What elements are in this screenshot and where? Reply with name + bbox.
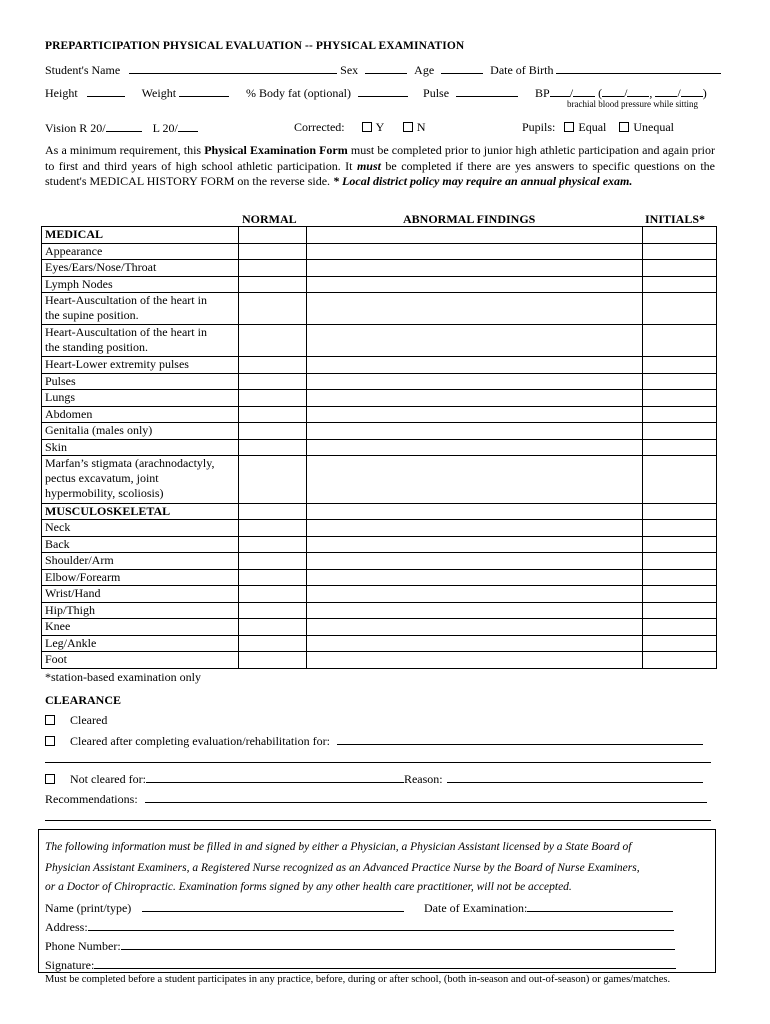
exam-item-label: Abdomen	[42, 406, 239, 423]
exam-item-label: Lymph Nodes	[42, 276, 239, 293]
cleared-label: Cleared	[70, 713, 108, 727]
exam-item-label: Hip/Thigh	[42, 602, 239, 619]
cleared-after-label: Cleared after completing evaluation/rehabilitation for:	[70, 734, 330, 748]
reason-label: Reason:	[403, 772, 443, 786]
initials-cell[interactable]	[643, 456, 717, 504]
table-row	[42, 260, 717, 277]
cleared-after-checkbox[interactable]	[45, 736, 55, 746]
pupils-equal-checkbox[interactable]	[564, 122, 574, 132]
initials-cell[interactable]	[643, 553, 717, 570]
pupils-unequal-label: Unequal	[633, 120, 675, 134]
initials-cell[interactable]	[643, 390, 717, 407]
signature-label: Signature:	[45, 958, 95, 972]
initials-cell[interactable]	[643, 439, 717, 456]
sex-label: Sex	[340, 63, 359, 77]
abnormal-findings-cell[interactable]	[307, 325, 643, 357]
normal-cell[interactable]	[239, 293, 307, 325]
pupils-equal-label: Equal	[578, 120, 607, 134]
initials-cell[interactable]	[643, 357, 717, 374]
address-field[interactable]	[88, 919, 674, 931]
not-cleared-label: Not cleared for:	[70, 772, 146, 786]
medical-section-header-label: MEDICAL	[42, 227, 239, 244]
table-row	[42, 325, 717, 357]
address-label: Address:	[45, 920, 88, 934]
initials-cell[interactable]	[643, 406, 717, 423]
exam-item-label: Shoulder/Arm	[42, 553, 239, 570]
not-cleared-field[interactable]	[146, 771, 404, 783]
phone-field[interactable]	[121, 938, 675, 950]
table-row	[42, 276, 717, 293]
corrected-n-checkbox[interactable]	[403, 122, 413, 132]
exam-item-label: Heart-Auscultation of the heart in the supine position.	[42, 293, 239, 325]
phone-row	[45, 938, 675, 954]
normal-cell[interactable]	[239, 456, 307, 504]
table-row	[42, 357, 717, 374]
abnormal-findings-cell[interactable]	[307, 227, 643, 244]
exam-item-label: Wrist/Hand	[42, 586, 239, 603]
initials-cell[interactable]	[643, 586, 717, 603]
corrected-y-checkbox[interactable]	[362, 122, 372, 132]
cleared-after-field[interactable]	[337, 733, 703, 745]
initials-cell[interactable]	[643, 373, 717, 390]
exam-item-label: Appearance	[42, 243, 239, 260]
normal-cell[interactable]	[239, 243, 307, 260]
abnormal-findings-cell[interactable]	[307, 586, 643, 603]
table-row	[42, 406, 717, 423]
intro-policy-note: * Local district policy may require an annual physical exam.	[333, 174, 633, 188]
exam-item-label: Leg/Ankle	[42, 635, 239, 652]
corrected-n-label: N	[416, 120, 426, 134]
phone-label: Phone Number:	[45, 939, 121, 953]
signbox-text-3: or a Doctor of Chiropractic. Examination forms signed by any other health care practitioner, will not be accepted.	[45, 881, 572, 893]
abnormal-findings-cell[interactable]	[307, 536, 643, 553]
abnormal-findings-cell[interactable]	[307, 260, 643, 277]
normal-cell[interactable]	[239, 406, 307, 423]
abnormal-findings-cell[interactable]	[307, 456, 643, 504]
recommendations-field[interactable]	[145, 791, 707, 803]
footer-note: Must be completed before a student participates in any practice, before, during or after school, (both in-season and out-of-season) or games/matches.	[45, 974, 671, 985]
table-row	[42, 390, 717, 407]
abnormal-findings-cell[interactable]	[307, 423, 643, 440]
intro-text-1: As a minimum requirement, this	[45, 143, 205, 157]
medical-section-header	[42, 227, 717, 244]
exam-item-label: Skin	[42, 439, 239, 456]
exam-item-label: Lungs	[42, 390, 239, 407]
height-field[interactable]	[87, 85, 125, 97]
col-normal-header: NORMAL	[242, 212, 297, 226]
table-row	[42, 520, 717, 537]
intro-form-name: Physical Examination Form	[204, 143, 348, 157]
name-label: Name (print/type)	[45, 901, 132, 915]
bp-note: brachial blood pressure while sitting	[567, 99, 698, 109]
normal-cell[interactable]	[239, 503, 307, 520]
table-row	[42, 536, 717, 553]
normal-cell[interactable]	[239, 602, 307, 619]
student-name-field[interactable]	[129, 62, 337, 74]
bp-paren-open: (	[598, 86, 603, 100]
table-row	[42, 373, 717, 390]
intro-paragraph	[45, 143, 715, 190]
exam-date-label: Date of Examination:	[424, 901, 528, 915]
vision-row	[45, 120, 198, 136]
bodyfat-field[interactable]	[358, 85, 408, 97]
initials-cell[interactable]	[643, 536, 717, 553]
bp-slash: /	[569, 86, 574, 100]
not-cleared-checkbox[interactable]	[45, 774, 55, 784]
bp-label: BP	[535, 86, 550, 100]
exam-item-label: Genitalia (males only)	[42, 423, 239, 440]
bp-comma: ,	[649, 86, 653, 100]
name-field[interactable]	[142, 900, 404, 912]
abnormal-findings-cell[interactable]	[307, 243, 643, 260]
musculoskeletal-section-header	[42, 503, 717, 520]
pupils-label: Pupils:	[522, 120, 556, 134]
normal-cell[interactable]	[239, 357, 307, 374]
weight-label: Weight	[141, 86, 177, 100]
normal-cell[interactable]	[239, 635, 307, 652]
normal-cell[interactable]	[239, 373, 307, 390]
table-row	[42, 602, 717, 619]
initials-cell[interactable]	[643, 243, 717, 260]
abnormal-findings-cell[interactable]	[307, 406, 643, 423]
age-label: Age	[414, 63, 435, 77]
abnormal-findings-cell[interactable]	[307, 439, 643, 456]
exam-item-label: Foot	[42, 652, 239, 669]
abnormal-findings-cell[interactable]	[307, 619, 643, 636]
initials-cell[interactable]	[643, 276, 717, 293]
normal-cell[interactable]	[239, 325, 307, 357]
initials-cell[interactable]	[643, 423, 717, 440]
col-abnormal-header: ABNORMAL FINDINGS	[403, 212, 536, 226]
clearance-title: CLEARANCE	[45, 693, 122, 707]
normal-cell[interactable]	[239, 423, 307, 440]
table-row	[42, 586, 717, 603]
initials-cell[interactable]	[643, 569, 717, 586]
vision-r-field[interactable]	[106, 120, 142, 132]
exam-item-label: Pulses	[42, 373, 239, 390]
exam-item-label: Eyes/Ears/Nose/Throat	[42, 260, 239, 277]
abnormal-findings-cell[interactable]	[307, 357, 643, 374]
signature-field[interactable]	[94, 957, 676, 969]
bp-3-systolic-field[interactable]	[655, 85, 677, 97]
cleared-after-field-line2[interactable]	[45, 762, 711, 763]
table-row	[42, 456, 717, 504]
exam-date-row	[424, 900, 673, 916]
bp-slash-2: /	[624, 86, 628, 100]
initials-cell[interactable]	[643, 635, 717, 652]
corrected-group	[294, 120, 426, 135]
abnormal-findings-cell[interactable]	[307, 635, 643, 652]
pupils-unequal-checkbox[interactable]	[619, 122, 629, 132]
normal-cell[interactable]	[239, 390, 307, 407]
pulse-label: Pulse	[423, 86, 450, 100]
table-row	[42, 619, 717, 636]
exam-item-label: Knee	[42, 619, 239, 636]
bp-slash-3: /	[677, 86, 681, 100]
exam-item-label: Back	[42, 536, 239, 553]
table-row	[42, 243, 717, 260]
pulse-field[interactable]	[456, 85, 518, 97]
initials-cell[interactable]	[643, 652, 717, 669]
abnormal-findings-cell[interactable]	[307, 553, 643, 570]
normal-cell[interactable]	[239, 569, 307, 586]
recommendations-row	[45, 791, 707, 807]
recommendations-label: Recommendations:	[45, 792, 138, 806]
initials-cell[interactable]	[643, 619, 717, 636]
address-row	[45, 919, 674, 935]
abnormal-findings-cell[interactable]	[307, 652, 643, 669]
initials-cell[interactable]	[643, 293, 717, 325]
exam-item-label: Neck	[42, 520, 239, 537]
vision-l-label: L 20/	[152, 121, 178, 135]
col-initials-header: INITIALS*	[645, 212, 706, 226]
table-row	[42, 635, 717, 652]
table-footnote: *station-based examination only	[45, 670, 201, 684]
intro-text-3: be completed if there are yes answers to specific questions on the student's MEDICAL HISTORY FORM on the reverse side.	[45, 158, 716, 188]
weight-field[interactable]	[179, 85, 229, 97]
normal-cell[interactable]	[239, 536, 307, 553]
dob-field[interactable]	[556, 62, 721, 74]
initials-cell[interactable]	[643, 503, 717, 520]
abnormal-findings-cell[interactable]	[307, 503, 643, 520]
cleared-row	[45, 713, 107, 728]
bp-diastolic-field[interactable]	[573, 85, 595, 97]
height-label: Height	[45, 86, 78, 100]
not-cleared-row	[45, 771, 703, 787]
table-row	[42, 553, 717, 570]
table-row	[42, 293, 717, 325]
abnormal-findings-cell[interactable]	[307, 520, 643, 537]
normal-cell[interactable]	[239, 276, 307, 293]
initials-cell[interactable]	[643, 602, 717, 619]
abnormal-findings-cell[interactable]	[307, 569, 643, 586]
name-row	[45, 900, 404, 916]
bp-paren-close: )	[702, 86, 707, 100]
bp-3-diastolic-field[interactable]	[681, 85, 703, 97]
student-info-row	[45, 62, 721, 78]
bodyfat-label: % Body fat (optional)	[246, 86, 352, 100]
normal-cell[interactable]	[239, 553, 307, 570]
student-name-label: Student's Name	[45, 63, 121, 77]
exam-item-label: Heart-Lower extremity pulses	[42, 357, 239, 374]
musculoskeletal-section-header-label: MUSCULOSKELETAL	[42, 503, 239, 520]
abnormal-findings-cell[interactable]	[307, 293, 643, 325]
initials-cell[interactable]	[643, 260, 717, 277]
signbox-text-2: Physician Assistant Examiners, a Registered Nurse recognized as an Advanced Practice Nurse by the Board of Nurse Examiners,	[45, 862, 640, 874]
signbox-text-1: The following information must be filled in and signed by either a Physician, a Physician Assistant licensed by a State Board of	[45, 841, 632, 853]
abnormal-findings-cell[interactable]	[307, 602, 643, 619]
exam-item-label: Heart-Auscultation of the heart in the standing position.	[42, 325, 239, 357]
bp-2-diastolic-field[interactable]	[627, 85, 649, 97]
dob-label: Date of Birth	[490, 63, 554, 77]
exam-date-field[interactable]	[527, 900, 673, 912]
table-row	[42, 423, 717, 440]
recommendations-field-line2[interactable]	[45, 820, 711, 821]
initials-cell[interactable]	[643, 520, 717, 537]
intro-text-2: must be completed prior to junior high athletic participation and again prior to first and third years of high school athletic participation. It	[45, 143, 715, 173]
cleared-after-row	[45, 733, 703, 749]
normal-cell[interactable]	[239, 652, 307, 669]
reason-field[interactable]	[447, 771, 703, 783]
sex-field[interactable]	[365, 62, 407, 74]
initials-cell[interactable]	[643, 227, 717, 244]
table-row	[42, 439, 717, 456]
age-field[interactable]	[441, 62, 483, 74]
corrected-y-label: Y	[375, 120, 384, 134]
exam-item-label: Elbow/Forearm	[42, 569, 239, 586]
intro-must: must	[356, 158, 381, 173]
abnormal-findings-cell[interactable]	[307, 373, 643, 390]
form-title: PREPARTICIPATION PHYSICAL EVALUATION -- PHYSICAL EXAMINATION	[45, 40, 465, 52]
normal-cell[interactable]	[239, 586, 307, 603]
pupils-group	[522, 120, 674, 135]
table-row	[42, 652, 717, 669]
corrected-label: Corrected:	[294, 120, 345, 134]
bp-systolic-field[interactable]	[550, 85, 570, 97]
signature-row	[45, 957, 676, 973]
cleared-checkbox[interactable]	[45, 715, 55, 725]
abnormal-findings-cell[interactable]	[307, 390, 643, 407]
normal-cell[interactable]	[239, 619, 307, 636]
normal-cell[interactable]	[239, 520, 307, 537]
exam-table	[41, 226, 717, 669]
normal-cell[interactable]	[239, 260, 307, 277]
vision-l-field[interactable]	[178, 120, 198, 132]
abnormal-findings-cell[interactable]	[307, 276, 643, 293]
normal-cell[interactable]	[239, 227, 307, 244]
vision-r-label: Vision R 20/	[45, 121, 106, 135]
bp-2-systolic-field[interactable]	[602, 85, 624, 97]
table-row	[42, 569, 717, 586]
initials-cell[interactable]	[643, 325, 717, 357]
normal-cell[interactable]	[239, 439, 307, 456]
exam-item-label: Marfan’s stigmata (arachnodactyly, pectus excavatum, joint hypermobility, scoliosis)	[42, 456, 239, 504]
